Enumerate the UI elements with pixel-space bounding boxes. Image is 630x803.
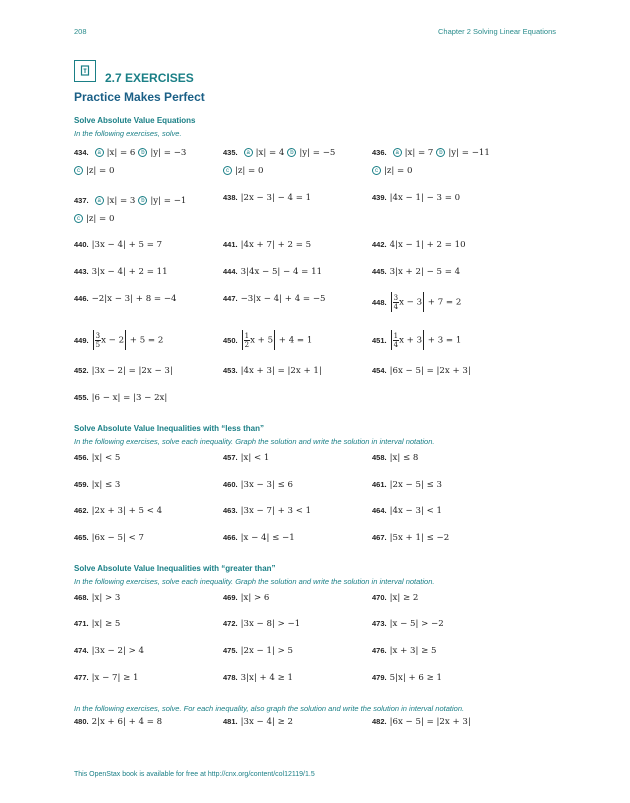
equation: |x| ≥ 5: [91, 619, 121, 629]
equation: x − 3: [399, 297, 423, 308]
exercise-number: 463.: [223, 506, 238, 515]
exercise-442: [372, 240, 466, 250]
chapter-header: Chapter 2 Solving Linear Equations: [438, 27, 556, 36]
part-label: b: [287, 148, 296, 157]
exercise-number: 471.: [74, 619, 89, 628]
exercise-number: 438.: [223, 193, 238, 202]
exercise-454: [372, 366, 471, 376]
group-instruction: In the following exercises, solve each inequality. Graph the solution and write the solution in interval notation.: [74, 577, 435, 586]
group-instruction: In the following exercises, solve. For each inequality, also graph the solution and write the solution in interval notation.: [74, 704, 465, 713]
equation: 3|4x − 5| − 4 = 11: [240, 267, 323, 277]
exercise-476: [372, 646, 437, 656]
fraction: $\frac{3}{4}$: [393, 293, 399, 311]
exercise-474: [74, 646, 144, 656]
equation: 3|x| + 4 ≥ 1: [240, 673, 293, 683]
equation: 5|x| + 6 ≥ 1: [389, 673, 442, 683]
equation: −3|x − 4| + 4 = −5: [240, 294, 326, 304]
equation: |6x − 5| = |2x + 3|: [389, 717, 471, 727]
group-heading: Solve Absolute Value Equations: [74, 116, 196, 125]
exercise-445: [372, 267, 460, 277]
exercise-number: 452.: [74, 366, 89, 375]
exercise-472: [223, 619, 300, 629]
abs-bar-left: [391, 292, 392, 312]
exercise-470: [372, 593, 418, 603]
part-label: a: [95, 148, 104, 157]
pencil-icon: [74, 60, 96, 82]
exercise-438: [223, 193, 311, 203]
equation: |6x − 5| < 7: [91, 533, 144, 543]
equation: |4x + 7| + 2 = 5: [240, 240, 312, 250]
exercise-number: 477.: [74, 673, 89, 682]
section-subtitle: Practice Makes Perfect: [74, 90, 205, 104]
exercise-464: [372, 506, 442, 516]
exercise-number: 476.: [372, 646, 387, 655]
equation: |3x − 2| > 4: [91, 646, 144, 656]
equation: |x| ≥ 2: [389, 593, 419, 603]
exercise-number: 458.: [372, 453, 387, 462]
exercise-477: [74, 673, 139, 683]
part-label: a: [244, 148, 253, 157]
exercise-479: [372, 673, 442, 683]
exercise-number: 447.: [223, 294, 238, 303]
exercise-449: [74, 330, 163, 350]
exercise-465: [74, 533, 144, 543]
exercise-number: 461.: [372, 480, 387, 489]
exercise-number: 434.: [74, 148, 89, 157]
exercise-440: [74, 240, 162, 250]
part-label: c: [74, 214, 83, 223]
equation: |z| = 0: [384, 166, 413, 176]
exercise-436-c: [372, 166, 412, 176]
exercise-462: [74, 506, 162, 516]
exercise-number: 437.: [74, 196, 89, 205]
exercise-458: [372, 453, 418, 463]
exercise-473: [372, 619, 444, 629]
equation: |3x − 7| + 3 < 1: [240, 506, 312, 516]
exercise-number: 457.: [223, 453, 238, 462]
fraction: $\frac{1}{2}$: [244, 331, 250, 349]
part-label: b: [138, 148, 147, 157]
exercise-453: [223, 366, 322, 376]
equation: |x| > 6: [240, 593, 270, 603]
exercise-number: 465.: [74, 533, 89, 542]
equation: x + 3: [399, 335, 423, 346]
equation: 4|x − 1| + 2 = 10: [389, 240, 466, 250]
exercise-number: 466.: [223, 533, 238, 542]
exercise-459: [74, 480, 120, 490]
equation: |2x − 5| ≤ 3: [389, 480, 442, 490]
equation: |x| ≤ 8: [389, 453, 419, 463]
abs-bar-left: [242, 330, 243, 350]
exercise-number: 459.: [74, 480, 89, 489]
exercise-434-c: [74, 166, 114, 176]
exercise-444: [223, 267, 322, 277]
exercise-452: [74, 366, 173, 376]
exercise-number: 460.: [223, 480, 238, 489]
equation: 3|x + 2| − 5 = 4: [389, 267, 461, 277]
exercise-457: [223, 453, 269, 463]
exercise-475: [223, 646, 293, 656]
exercise-456: [74, 453, 120, 463]
equation: |z| = 0: [86, 214, 115, 224]
exercise-number: 468.: [74, 593, 89, 602]
exercise-number: 480.: [74, 717, 89, 726]
exercise-451: [372, 330, 461, 350]
abs-bar-right: [125, 330, 126, 350]
exercise-number: 472.: [223, 619, 238, 628]
exercise-number: 443.: [74, 267, 89, 276]
part-label: c: [372, 166, 381, 175]
exercise-number: 474.: [74, 646, 89, 655]
equation: |3x − 4| ≥ 2: [240, 717, 293, 727]
group-heading: Solve Absolute Value Inequalities with “less than”: [74, 424, 264, 433]
equation-tail: + 5 = 2: [129, 335, 164, 346]
equation: |x − 4| ≤ −1: [240, 533, 295, 543]
equation-tail: + 4 = 1: [278, 335, 313, 346]
equation: |x| ≤ 3: [91, 480, 121, 490]
equation: |x| = 3: [106, 196, 136, 206]
group-instruction: In the following exercises, solve.: [74, 129, 182, 138]
equation: 3|x − 4| + 2 = 11: [91, 267, 168, 277]
equation: |y| = −3: [150, 148, 187, 158]
exercise-460: [223, 480, 293, 490]
equation: |3x − 8| > −1: [240, 619, 301, 629]
exercise-463: [223, 506, 311, 516]
abs-bar-left: [391, 330, 392, 350]
abs-bar-right: [274, 330, 275, 350]
equation: |2x − 1| > 5: [240, 646, 293, 656]
exercise-number: 456.: [74, 453, 89, 462]
exercise-number: 462.: [74, 506, 89, 515]
exercise-number: 453.: [223, 366, 238, 375]
part-label: c: [223, 166, 232, 175]
exercise-number: 478.: [223, 673, 238, 682]
abs-bar-right: [423, 330, 424, 350]
exercise-482: [372, 717, 471, 727]
fraction: $\frac{3}{5}$: [95, 331, 101, 349]
equation: |3x − 2| = |2x − 3|: [91, 366, 173, 376]
part-label: a: [393, 148, 402, 157]
equation-tail: + 7 = 2: [427, 297, 462, 308]
equation: |x| = 4: [255, 148, 285, 158]
exercise-441: [223, 240, 311, 250]
group-heading: Solve Absolute Value Inequalities with “greater than”: [74, 564, 276, 573]
equation: |x| > 3: [91, 593, 121, 603]
equation: |x| = 7: [404, 148, 434, 158]
footer-note: This OpenStax book is available for free at http://cnx.org/content/col12119/1.5: [74, 771, 315, 778]
exercise-number: 482.: [372, 717, 387, 726]
equation: x + 5: [250, 335, 274, 346]
exercise-number: 440.: [74, 240, 89, 249]
exercise-number: 481.: [223, 717, 238, 726]
exercise-481: [223, 717, 293, 727]
equation: |6x − 5| = |2x + 3|: [389, 366, 471, 376]
exercise-number: 448.: [372, 297, 387, 307]
exercise-number: 446.: [74, 294, 89, 303]
equation: |x + 3| ≥ 5: [389, 646, 437, 656]
exercise-446: [74, 294, 177, 304]
exercise-435: [223, 148, 335, 158]
exercise-435-c: [223, 166, 263, 176]
exercise-number: 454.: [372, 366, 387, 375]
exercise-number: 473.: [372, 619, 387, 628]
equation: 2|x + 6| + 4 = 8: [91, 717, 163, 727]
exercise-450: [223, 330, 312, 350]
exercise-480: [74, 717, 162, 727]
exercise-434: [74, 148, 186, 158]
equation: |x − 7| ≥ 1: [91, 673, 139, 683]
exercise-448: [372, 292, 461, 312]
exercise-466: [223, 533, 295, 543]
exercise-number: 445.: [372, 267, 387, 276]
exercise-number: 450.: [223, 335, 238, 345]
part-label: b: [436, 148, 445, 157]
equation: |4x − 1| − 3 = 0: [389, 193, 461, 203]
fraction: $\frac{1}{4}$: [393, 331, 399, 349]
equation: |3x − 3| ≤ 6: [240, 480, 293, 490]
exercise-number: 455.: [74, 393, 89, 402]
equation: |5x + 1| ≤ −2: [389, 533, 450, 543]
equation-tail: + 3 = 1: [427, 335, 462, 346]
exercise-number: 470.: [372, 593, 387, 602]
equation: |2x − 3| − 4 = 1: [240, 193, 312, 203]
group-instruction: In the following exercises, solve each inequality. Graph the solution and write the solution in interval notation.: [74, 437, 435, 446]
equation: |y| = −11: [448, 148, 490, 158]
equation: x − 2: [101, 335, 125, 346]
abs-bar-right: [423, 292, 424, 312]
exercise-number: 451.: [372, 335, 387, 345]
exercise-455: [74, 393, 167, 403]
equation: |y| = −5: [299, 148, 336, 158]
exercise-471: [74, 619, 120, 629]
part-label: c: [74, 166, 83, 175]
part-label: a: [95, 196, 104, 205]
exercise-number: 439.: [372, 193, 387, 202]
exercise-478: [223, 673, 293, 683]
equation: |z| = 0: [86, 166, 115, 176]
exercise-436: [372, 148, 490, 158]
equation: |y| = −1: [150, 196, 187, 206]
exercise-number: 436.: [372, 148, 387, 157]
exercise-number: 444.: [223, 267, 238, 276]
exercise-469: [223, 593, 269, 603]
exercise-437: [74, 196, 186, 206]
equation: |x| = 6: [106, 148, 136, 158]
exercise-number: 435.: [223, 148, 238, 157]
exercise-467: [372, 533, 449, 543]
exercise-437-c: [74, 214, 114, 224]
equation: |6 − x| = |3 − 2x|: [91, 393, 168, 403]
section-title: 2.7 EXERCISES: [105, 71, 194, 85]
abs-bar-left: [93, 330, 94, 350]
exercise-number: 441.: [223, 240, 238, 249]
equation: |x| < 1: [240, 453, 270, 463]
equation: |x| < 5: [91, 453, 121, 463]
equation: −2|x − 3| + 8 = −4: [91, 294, 177, 304]
equation: |4x + 3| = |2x + 1|: [240, 366, 322, 376]
exercise-number: 442.: [372, 240, 387, 249]
exercise-468: [74, 593, 120, 603]
exercise-number: 469.: [223, 593, 238, 602]
exercise-443: [74, 267, 168, 277]
exercise-439: [372, 193, 460, 203]
equation: |4x − 3| < 1: [389, 506, 442, 516]
exercise-number: 467.: [372, 533, 387, 542]
equation: |z| = 0: [235, 166, 264, 176]
exercise-number: 479.: [372, 673, 387, 682]
equation: |2x + 3| + 5 < 4: [91, 506, 163, 516]
exercise-461: [372, 480, 442, 490]
exercise-447: [223, 294, 326, 304]
equation: |3x − 4| + 5 = 7: [91, 240, 163, 250]
exercise-number: 464.: [372, 506, 387, 515]
page-number: 208: [74, 27, 87, 36]
part-label: b: [138, 196, 147, 205]
exercise-number: 449.: [74, 335, 89, 345]
exercise-number: 475.: [223, 646, 238, 655]
equation: |x − 5| > −2: [389, 619, 444, 629]
